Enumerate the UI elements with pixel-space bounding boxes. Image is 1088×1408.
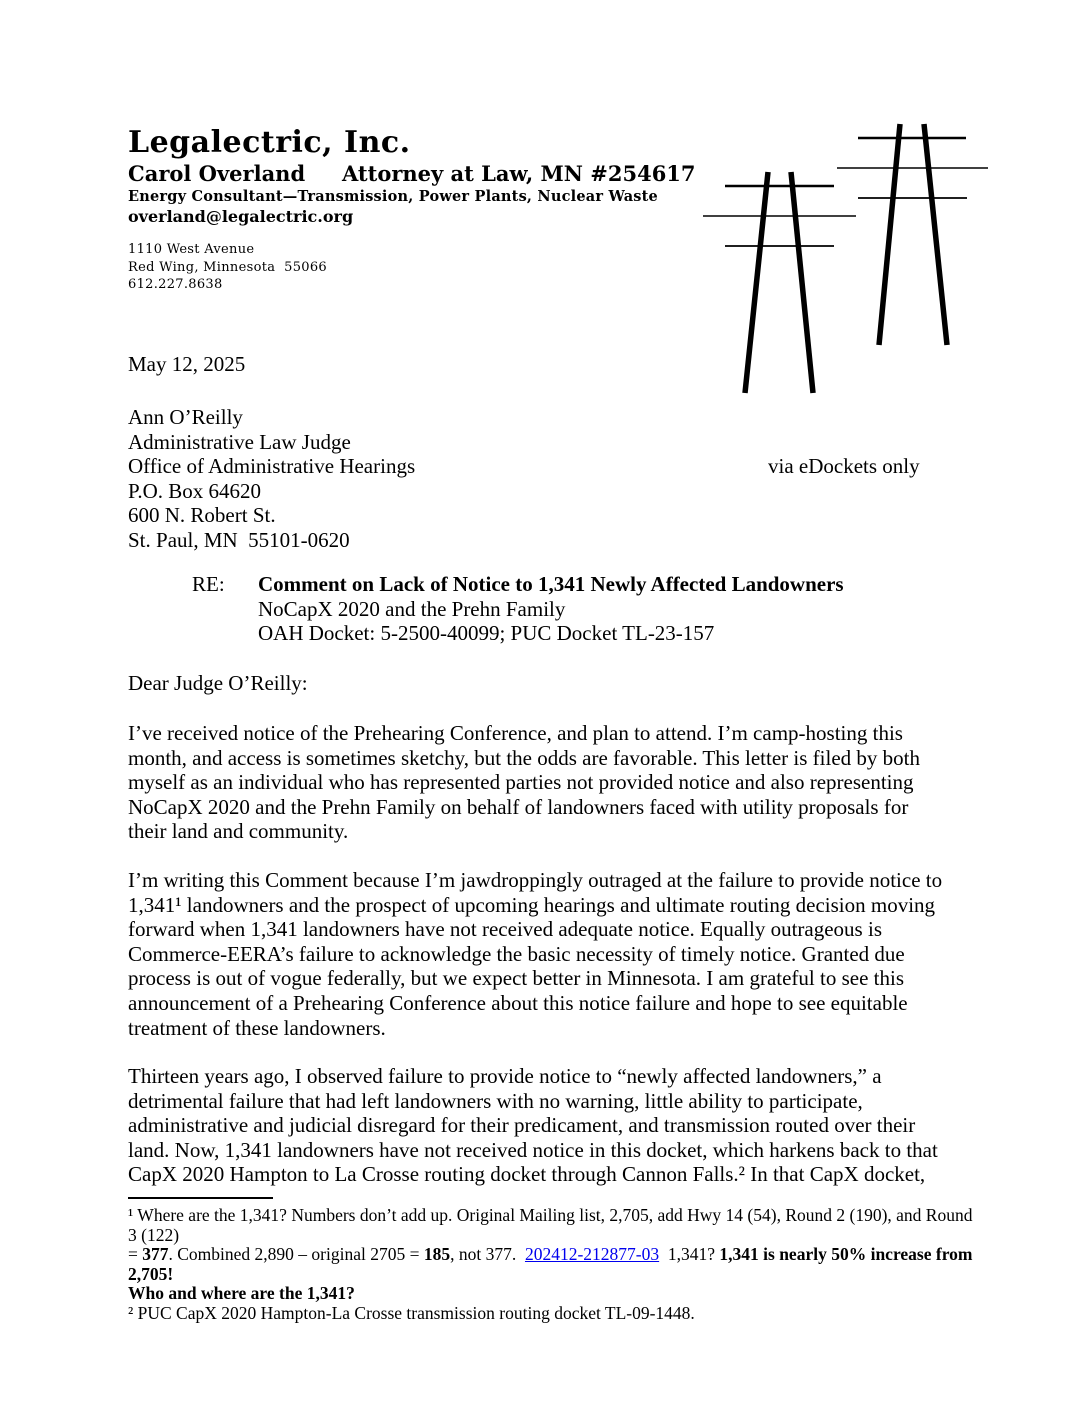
footnote-text-run: Who and where are the 1,341?	[128, 1283, 355, 1303]
text-line: treatment of these landowners.	[128, 1015, 386, 1040]
footnote-text-run: . Combined 2,890 – original 2705 =	[168, 1244, 424, 1264]
footnotes	[128, 1205, 977, 1323]
footnote-separator	[128, 1197, 273, 1199]
text-line: 612.227.8638	[128, 277, 223, 292]
text-line: St. Paul, MN 55101-0620	[128, 527, 350, 552]
text-line: administrative and judicial disregard for their predicament, and transmission routed over their	[128, 1113, 916, 1138]
footnote-2: ² PUC CapX 2020 Hampton-La Crosse transmission routing docket TL-09-1448.	[128, 1302, 695, 1323]
text-line: announcement of a Prehearing Conference about this notice failure and hope to see equitable	[128, 990, 908, 1015]
text-line: I’m writing this Comment because I’m jawdroppingly outraged at the failure to provide notice to	[128, 868, 943, 892]
text-line: myself as an individual who has represented parties not provided notice and also representing	[128, 770, 914, 795]
text-line: 1110 West Avenue	[128, 242, 255, 257]
footnote-text-run: 1,341?	[659, 1244, 720, 1264]
re-label: RE:	[192, 572, 225, 596]
footnote-text-run: , not 377.	[450, 1244, 525, 1264]
footnote-text-run: =	[128, 1244, 143, 1264]
text-line: Office of Administrative Hearings	[128, 454, 416, 479]
text-line: Thirteen years ago, I observed failure to provide notice to “newly affected landowners,” a	[128, 1064, 882, 1088]
attorney-name: Carol Overland	[128, 161, 306, 186]
paragraph-2	[128, 868, 942, 1040]
text-line: NoCapX 2020 and the Prehn Family on behalf of landowners faced with utility proposals for	[128, 794, 909, 819]
re-content	[258, 572, 844, 646]
text-line: 600 N. Robert St.	[128, 503, 276, 528]
footnote-text-run: 185	[423, 1244, 451, 1264]
re-block	[192, 572, 844, 646]
text-line: Commerce-EERA’s failure to acknowledge the basic necessity of timely notice. Granted due	[128, 941, 905, 966]
footnote-text-run: 377	[142, 1244, 169, 1264]
letterhead	[128, 126, 696, 294]
text-line: Ann O’Reilly	[128, 405, 243, 429]
text-line: land. Now, 1,341 landowners have not received notice in this docket, which harkens back to that	[128, 1137, 938, 1162]
re-subject: Comment on Lack of Notice to 1,341 Newly Affected Landowners	[258, 572, 844, 596]
footnote-text-run: 1,341 is nearly 50% increase from 2,705!	[128, 1244, 977, 1284]
text-line: their land and community.	[128, 819, 349, 844]
re-docket: OAH Docket: 5-2500-40099; PUC Docket TL-23-157	[258, 621, 715, 646]
attorney-line	[128, 161, 696, 187]
text-line: P.O. Box 64620	[128, 478, 262, 503]
text-line: I’ve received notice of the Prehearing Conference, and plan to attend. I’m camp-hosting this	[128, 721, 903, 745]
letterhead-address	[128, 241, 696, 294]
text-line: forward when 1,341 landowners have not received adequate notice. Equally outrageous is	[128, 917, 882, 942]
text-line: detrimental failure that had left landowners with no warning, little ability to participate,	[128, 1088, 863, 1113]
company-name: Legalectric, Inc.	[128, 125, 411, 160]
text-line: 1,341¹ landowners and the prospect of upcoming hearings and ultimate routing decision moving	[128, 892, 936, 917]
footnote-text-run: ¹ Where are the 1,341? Numbers don’t add up. Original Mailing list, 2,705, add Hwy 14 (54), Round 2 (190), and Round 3 (122)	[128, 1205, 977, 1245]
letterhead-email: overland@legalectric.org	[128, 207, 354, 226]
text-line: month, and access is sometimes sketchy, but the odds are favorable. This letter is filed by both	[128, 745, 920, 770]
text-line: process is out of vogue federally, but we expect better in Minnesota. I am grateful to see this	[128, 966, 904, 991]
footnote-1	[128, 1205, 977, 1304]
docket-efiling-link[interactable]: 202412-212877-03	[524, 1244, 660, 1264]
letter-date: May 12, 2025	[128, 352, 246, 376]
text-line: Red Wing, Minnesota 55066	[128, 259, 327, 275]
transmission-towers-graphic	[700, 110, 1000, 400]
re-party: NoCapX 2020 and the Prehn Family	[258, 596, 566, 621]
recipient-address	[128, 405, 415, 553]
salutation: Dear Judge O’Reilly:	[128, 671, 308, 695]
transmission-towers-icon	[700, 110, 1000, 400]
paragraph-1	[128, 721, 920, 844]
text-line: Administrative Law Judge	[128, 429, 351, 454]
delivery-note: via eDockets only	[768, 454, 920, 478]
attorney-title: Attorney at Law, MN #254617	[342, 161, 696, 186]
paragraph-3	[128, 1064, 938, 1187]
text-line: CapX 2020 Hampton to La Crosse routing docket through Cannon Falls.² In that CapX docket,	[128, 1162, 926, 1187]
letterhead-tagline: Energy Consultant—Transmission, Power Plants, Nuclear Waste	[128, 188, 658, 205]
